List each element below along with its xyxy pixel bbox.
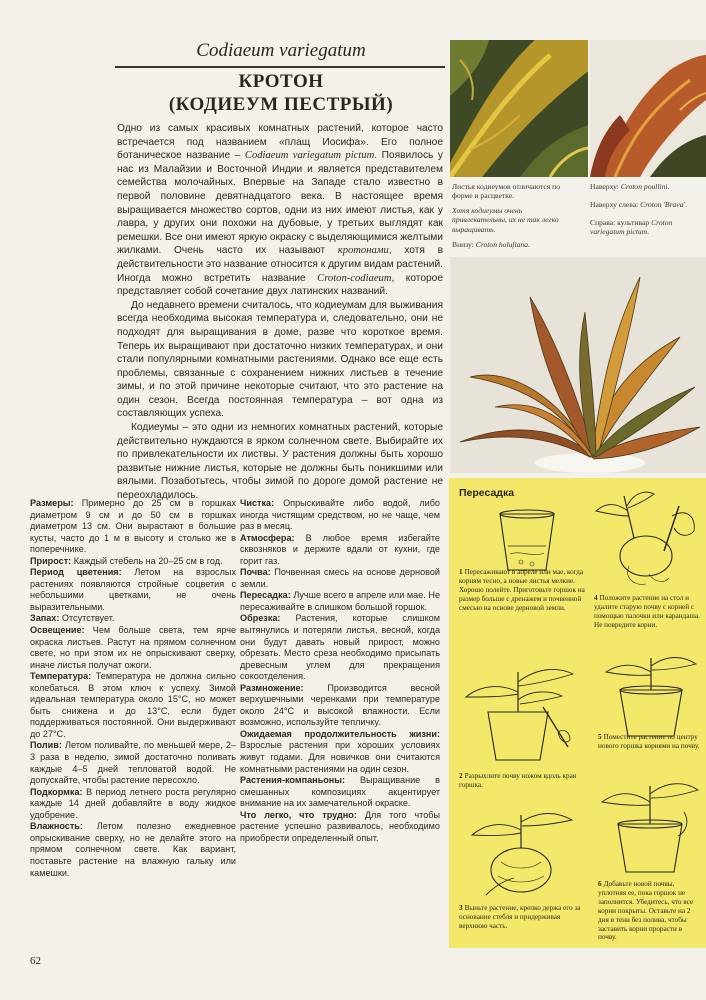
repot-step-3: 3 Выньте растение, крепко держа его за основание стебля и придерживая верхнюю часть.	[459, 904, 581, 930]
new-pot-drawing-icon	[598, 650, 702, 738]
page-number: 62	[30, 955, 41, 967]
caption-difficulty: Хотя кодиеумы очень привлекательны, их не так легко выращивать.	[452, 206, 559, 234]
care-entry: Период цветения: Летом на взрослых растениях появляются стройные соцветия с небольшими цветками, не очень выразительными.	[30, 567, 236, 612]
care-entry: Запах: Отсутствует.	[30, 613, 115, 624]
caption-top-left: Наверху слева: Croton 'Brava'.	[590, 200, 688, 209]
care-entry: Влажность: Летом полезно ежедневное опрыскивание сверху, но не делайте этого на прямом солнечном свете. Как вариант, поставьте растение на влажную гальку или камешки.	[30, 821, 236, 878]
leaves-photo-left	[450, 40, 588, 177]
care-entry: Размножение: Производится весной верхушечными черенками при температуре около 24°С и высокой влажности. Если возможно, используйте тепличку.	[240, 682, 440, 728]
caption-right: Справа: культивар Croton variegatum pictum.	[590, 218, 673, 237]
caption-bottom: Внизу: Croton holufiana.	[452, 240, 530, 249]
repot-step-4: 4 Положите растение на стол и удалите старую почву с корней с помощью палочки или карандаша. Не повредите корни.	[594, 594, 700, 629]
caption-top: Наверху: Croton poullini.	[590, 182, 670, 191]
care-entry: Ожидаемая продолжительность жизни: Взрослые растения при хороших условиях живут годами. Для новичков они считаются комнатными растениями на один сезон.	[240, 728, 440, 774]
care-entry: Прирост: Каждый стебель на 20–25 см в год.	[30, 555, 223, 566]
filling-pot-drawing-icon	[598, 772, 702, 876]
care-entry: Атмосфера: В любое время избегайте сквозняков и держите вдали от кухни, где горит газ.	[240, 532, 440, 566]
care-entry: Обрезка: Растения, которые слишком вытянулись и потеряли листья, весной, когда они будут давать новый прирост, можно обрезать. Место среза необходимо присыпать древесным углем для прекращения сокоотделения.	[240, 613, 440, 682]
cleaning-roots-drawing-icon	[594, 486, 702, 590]
latin-title: Codiaeum variegatum	[196, 40, 366, 61]
care-entry: Освещение: Чем больше света, тем ярче окраска листьев. Растут на прямом солнечном свете, но при этом их не опрыскивают сверху, иначе листья получат ожоги.	[30, 625, 236, 670]
repot-step-2: 2 Разрыхлите почву ножом вдоль края горшка.	[459, 772, 577, 789]
repot-step-6: 6 Добавьте новой почвы, уплотняя ее, пока горшок не заполнится. Убедитесь, что все корни покрыты. Оставьте на 2 дня в тени без полива, чтобы заставить корни прорасти в почву.	[598, 880, 694, 942]
care-column-right	[240, 498, 440, 844]
pot-drawing-icon	[486, 506, 568, 574]
page-title	[118, 70, 444, 116]
title-line-1: КРОТОН	[238, 71, 324, 92]
leaves-photo-right	[590, 40, 706, 177]
care-entry: Почва: Почвенная смесь на основе дерновой земли.	[240, 567, 440, 589]
intro-text	[117, 122, 443, 503]
title-divider	[115, 66, 445, 68]
knife-drawing-icon	[458, 652, 578, 764]
care-entry: Пересадка: Лучше всего в апреле или мае. Не пересаживайте в слишком большой горшок.	[240, 590, 440, 612]
intro-paragraph-3: Кодиеумы – это одни из немногих комнатных растений, которые действительно нуждаются в ярком солнечном свете. Выбирайте их по привлекательности их листвы. У растения должны быть хорошо развитые нижние листья, которые не должны быть поникшими или вялыми. Позаботьтесь, чтобы зимой по дороге домой растение не переохладилось.	[117, 422, 443, 502]
intro-paragraph-2: До недавнего времени считалось, что кодиеумам для выживания всегда необходима высокая температура и, следовательно, они не подходят для выращивания в доме, разве что короткое время. Теперь их выращивают при достаточно низких температурах, и они стали популярными комнатными растениями. Однако все еще есть проблемы, связанные с сохранением нижних листьев в течение зимы, и по этой причине некоторые считают, что это растение на один сезон. Всегда постоянная температура – вот одна из составляющих успеха.	[117, 299, 443, 420]
repot-step-5: 5 Поместите растение по центру нового горшка корнями на почву.	[598, 733, 700, 750]
care-entry: Чистка: Опрыскивайте либо водой, либо иногда чистящим средством, но не чаще, чем раз в месяц.	[240, 498, 440, 532]
repotting-title: Пересадка	[459, 487, 515, 499]
caption-leaves: Листья кодиеумов отличаются по форме и расцветке.	[452, 182, 561, 201]
care-entry: Полив: Летом поливайте, по меньшей мере, 2–3 раза в неделю, зимой достаточно поливать каждые 4–5 дней тепловатой водой. Не допускайте, чтобы растение пересохло.	[30, 740, 236, 786]
croton-plant-photo	[450, 257, 706, 473]
care-column-left	[30, 498, 236, 879]
intro-paragraph-1: Одно из самых красивых комнатных растений, которое часто встречается под названием «плащ Иосифа». Его полное ботаническое название – Codiaeum variegatum pictum. Появилось у нас из Малайзии и Восточной Индии и является представителем семейства молочайных. Впервые на Западе стало известно в первой половине девятнадцатого века. В настоящее время выращивается множество сортов, одни из них имеют листья, как у лавра, у других они похожи на дубовые, у третьих выглядят как ремешки. Все они имеют яркую окраску с выделяющимися желтыми жилками. Очень часто их называют кротонами, хотя в действительности это название относится к другим видам растений. Иногда можно встретить название Croton-codiaeum, которое представляет собой сочетание двух латинских названий.	[117, 123, 444, 298]
care-entry: Растения-компаньоны: Выращивание в смешанных композициях акцентирует внимание на их замечательной окраске.	[240, 775, 440, 809]
title-line-2: (КОДИЕУМ ПЕСТРЫЙ)	[168, 94, 394, 115]
care-entry: Температура: Температура не должна сильно колебаться. В этом ключ к успеху. Зимой идеальная температура около 15°С, но может быть снижена и до 13°С, если будет поддерживаться постоянной. Они выдерживают до 27°С.	[30, 671, 236, 739]
care-entry: Подкормка: В период летнего роста регулярно каждые 14 дней добавляйте в воду жидкое удобрение.	[30, 786, 236, 820]
repot-step-1: 1 Пересаживают в апреле или мае, когда корням тесно, а новые листья мелкие. Хорошо полейте. Приготовьте горшок на размер больше с дренажем и почвенной смесью на основе дерновой земли.	[459, 568, 585, 612]
rootball-drawing-icon	[466, 800, 576, 900]
care-entry: Размеры: Примерно до 25 см в горшках диаметром 9 см и до 50 см в горшках диаметром 13 см. Они вырастают в большие кусты, часто до 1 м в высоту и столько же в поперечнике.	[30, 498, 236, 555]
care-entry: Что легко, что трудно: Для того чтобы растение успешно развивалось, необходимо приобрести определенный опыт.	[240, 809, 440, 843]
